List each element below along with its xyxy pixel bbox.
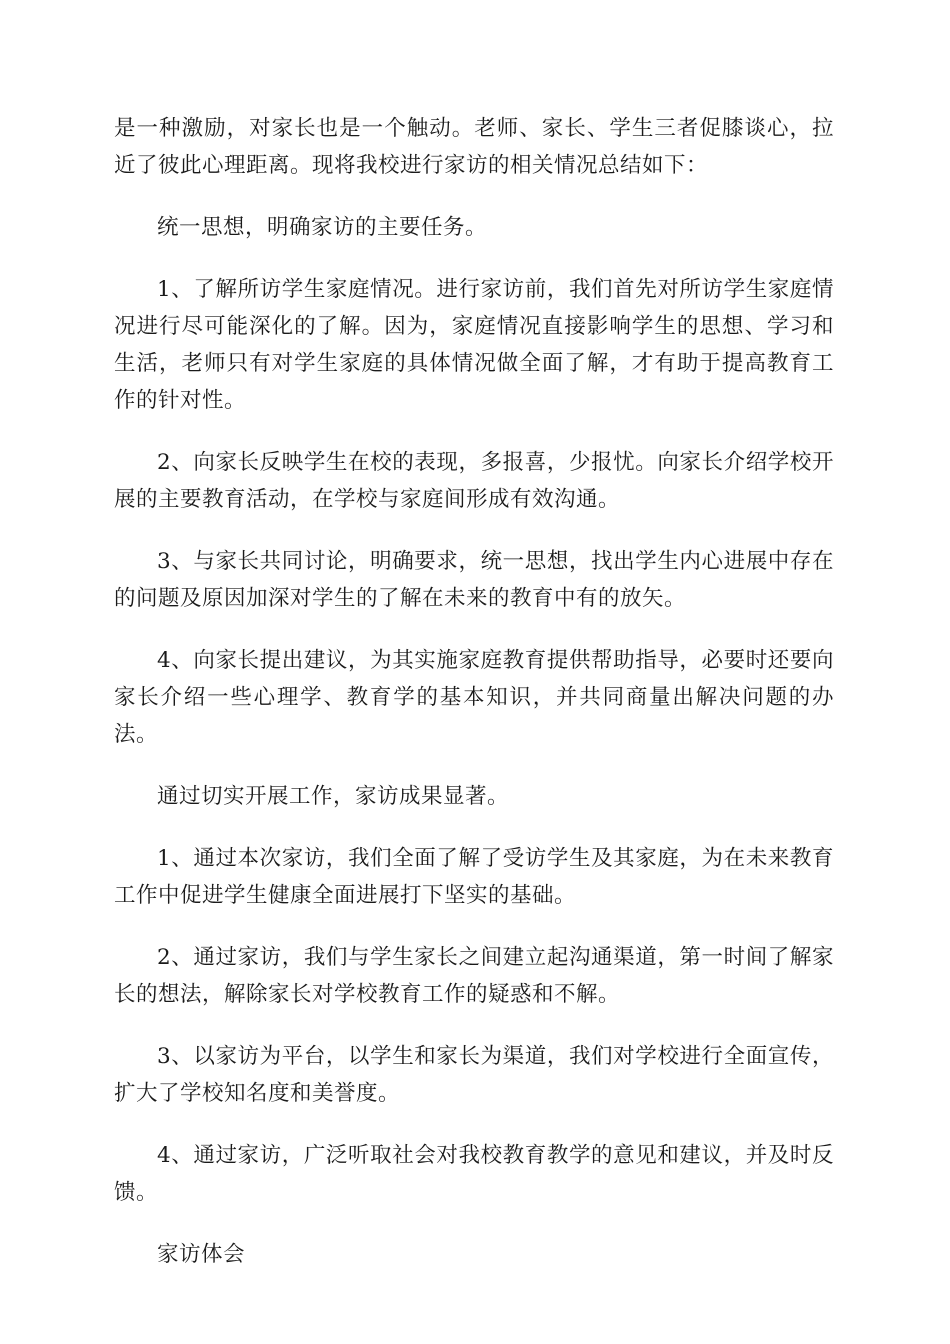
list-item-task-4: 4、向家长提出建议，为其实施家庭教育提供帮助指导，必要时还要向家长介绍一些心理学、教育学的基本知识，并共同商量出解决问题的办法。	[114, 648, 834, 747]
list-item-task-1: 1、了解所访学生家庭情况。进行家访前，我们首先对所访学生家庭情况进行尽可能深化的了解。因为，家庭情况直接影响学生的思想、学习和生活，老师只有对学生家庭的具体情况做全面了解，才有助于提高教育工作的针对性。	[114, 277, 834, 413]
document-body	[114, 110, 834, 1298]
list-item-task-2: 2、向家长反映学生在校的表现，多报喜，少报忧。向家长介绍学校开展的主要教育活动，在学校与家庭间形成有效沟通。	[114, 450, 834, 512]
list-item-result-4: 4、通过家访，广泛听取社会对我校教育教学的意见和建议，并及时反馈。	[114, 1143, 834, 1205]
section-heading-experience: 家访体会	[157, 1242, 246, 1267]
list-item-result-2: 2、通过家访，我们与学生家长之间建立起沟通渠道，第一时间了解家长的想法，解除家长对学校教育工作的疑惑和不解。	[114, 945, 834, 1007]
list-item-result-1: 1、通过本次家访，我们全面了解了受访学生及其家庭，为在未来教育工作中促进学生健康全面进展打下坚实的基础。	[114, 846, 834, 908]
section-heading-results: 通过切实开展工作，家访成果显著。	[157, 784, 510, 809]
list-item-task-3: 3、与家长共同讨论，明确要求，统一思想，找出学生内心进展中存在的问题及原因加深对学生的了解在未来的教育中有的放矢。	[114, 549, 834, 611]
section-heading-tasks: 统一思想，明确家访的主要任务。	[157, 215, 488, 240]
paragraph-intro-continued: 是一种激励，对家长也是一个触动。老师、家长、学生三者促膝谈心，拉近了彼此心理距离。现将我校进行家访的相关情况总结如下：	[114, 116, 834, 178]
list-item-result-3: 3、以家访为平台，以学生和家长为渠道，我们对学校进行全面宣传，扩大了学校知名度和美誉度。	[114, 1044, 834, 1106]
